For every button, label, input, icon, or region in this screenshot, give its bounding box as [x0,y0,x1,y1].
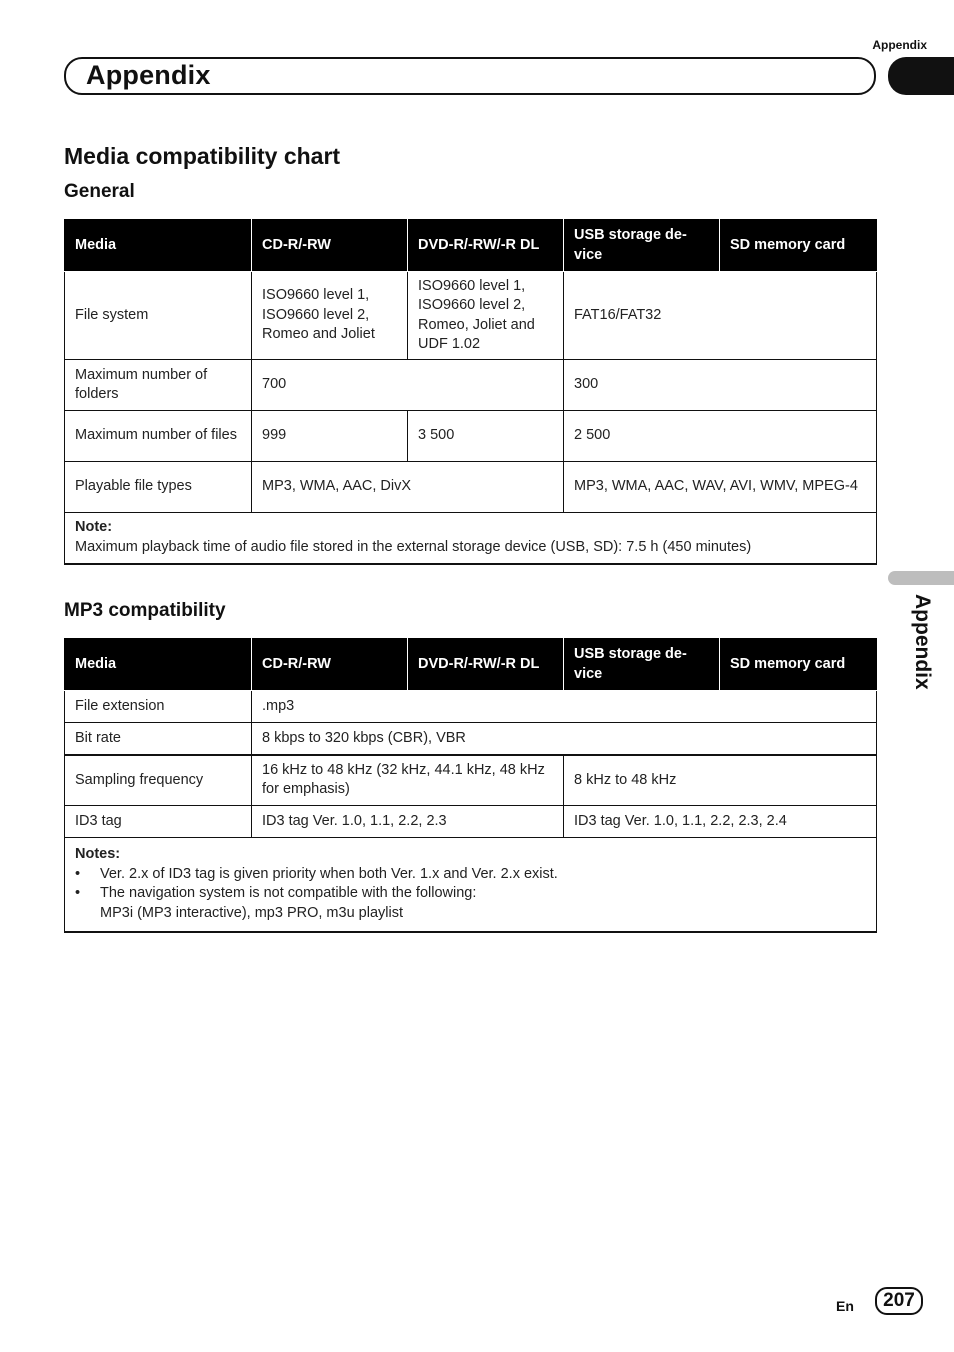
language-label: En [836,1298,854,1314]
note-continuation: MP3i (MP3 interactive), mp3 PRO, m3u playlist [100,904,403,921]
list-item [75,884,866,923]
mp3-title: MP3 compatibility [64,600,226,621]
row-label: File extension [65,691,252,723]
cell: FAT16/FAT32 [564,272,877,360]
row-label: Bit rate [65,723,252,755]
cell: 8 kbps to 320 kbps (CBR), VBR [252,723,877,755]
row-label: File system [65,272,252,360]
notes-title: Notes: [75,846,121,863]
side-chapter-label: Appendix [911,594,934,690]
table-note-row [65,513,877,564]
col-sd: SD memory card [720,639,877,691]
table-note-row [65,838,877,932]
cell: ISO9660 level 1, ISO9660 level 2, Romeo and Joliet [252,272,408,360]
note-cell [65,513,877,564]
col-usb: USB storage de-vice [564,639,720,691]
col-dvd: DVD-R/-RW/-R DL [408,639,564,691]
chapter-header [64,57,876,95]
note-text: Ver. 2.x of ID3 tag is given priority when both Ver. 1.x and Ver. 2.x exist. [100,865,558,882]
general-title: General [64,181,135,202]
col-cd: CD-R/-RW [252,220,408,272]
cell: ISO9660 level 1, ISO9660 level 2, Romeo, Joliet and UDF 1.02 [408,272,564,360]
note-title: Note: [75,519,113,536]
notes-list [75,865,866,924]
cell: 999 [252,411,408,462]
col-media: Media [65,220,252,272]
table-row [65,755,877,806]
cell: .mp3 [252,691,877,723]
cell: 16 kHz to 48 kHz (32 kHz, 44.1 kHz, 48 kHz for emphasis) [252,755,564,806]
note-text: The navigation system is not compatible with the following: [100,885,477,902]
cell: 300 [564,360,877,411]
table-row [65,411,877,462]
chapter-tab-marker [888,57,954,95]
cell: 700 [252,360,564,411]
page-number: 207 [875,1287,923,1315]
table-row [65,691,877,723]
cell: MP3, WMA, AAC, DivX [252,462,564,513]
row-label: Playable file types [65,462,252,513]
cell: 3 500 [408,411,564,462]
notes-cell [65,838,877,932]
section-title: Media compatibility chart [64,143,341,169]
col-dvd: DVD-R/-RW/-R DL [408,220,564,272]
table-row [65,272,877,360]
bullet-glyph: • [75,885,81,902]
mp3-table [64,638,877,933]
cell: MP3, WMA, AAC, WAV, AVI, WMV, MPEG-4 [564,462,877,513]
table-row [65,360,877,411]
row-label: ID3 tag [65,806,252,838]
table-row [65,462,877,513]
table-row [65,723,877,755]
table-row [65,806,877,838]
col-usb: USB storage de-vice [564,220,720,272]
chapter-title: Appendix [86,60,211,90]
mp3-header-row [65,639,877,691]
general-table [64,219,877,565]
note-text: Maximum playback time of audio file stored in the external storage device (USB, SD): 7.5 h (450 minutes) [75,538,752,555]
side-tab-marker [888,571,954,585]
bullet-glyph: • [75,865,81,882]
row-label: Maximum number of folders [65,360,252,411]
list-item [75,865,866,885]
cell: 8 kHz to 48 kHz [564,755,877,806]
running-header: Appendix [872,38,927,52]
general-header-row [65,220,877,272]
col-cd: CD-R/-RW [252,639,408,691]
cell: ID3 tag Ver. 1.0, 1.1, 2.2, 2.3 [252,806,564,838]
col-media: Media [65,639,252,691]
cell: ID3 tag Ver. 1.0, 1.1, 2.2, 2.3, 2.4 [564,806,877,838]
row-label: Maximum number of files [65,411,252,462]
col-sd: SD memory card [720,220,877,272]
row-label: Sampling frequency [65,755,252,806]
cell: 2 500 [564,411,877,462]
